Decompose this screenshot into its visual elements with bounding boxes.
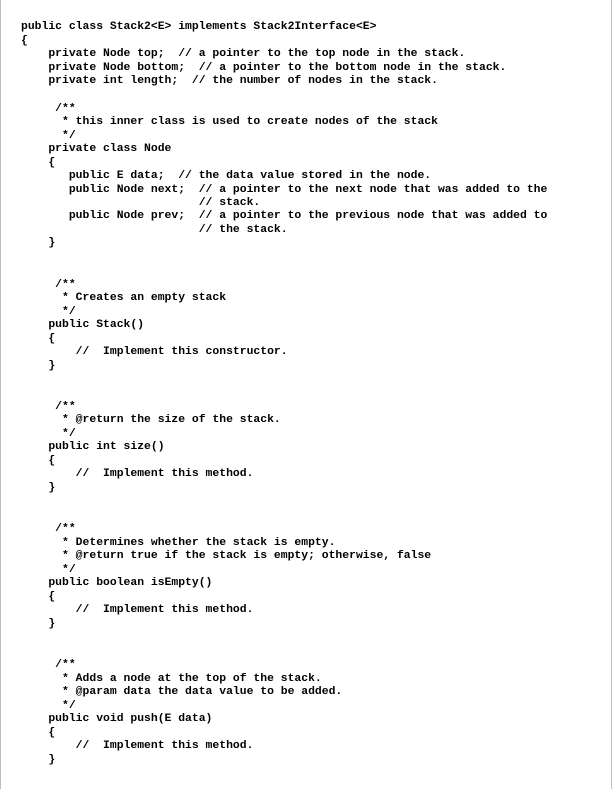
isempty-comment-close: */ — [21, 564, 76, 576]
constructor-open-brace: { — [21, 333, 56, 345]
push-body-comment: // Implement this method. — [21, 740, 254, 752]
class-open-brace: { — [21, 35, 28, 47]
field-bottom: private Node bottom; // a pointer to the bottom node in the stack. — [21, 62, 507, 74]
node-comment-text: * this inner class is used to create nodes of the stack — [21, 116, 438, 128]
field-top: private Node top; // a pointer to the top node in the stack. — [21, 48, 466, 60]
field-length: private int length; // the number of nodes in the stack. — [21, 75, 438, 87]
size-close-brace: } — [21, 482, 56, 494]
push-close-brace: } — [21, 754, 56, 766]
size-body-comment: // Implement this method. — [21, 468, 254, 480]
class-declaration: public class Stack2<E> implements Stack2Interface<E> — [21, 21, 377, 33]
size-comment-open: /** — [21, 401, 76, 413]
left-margin-rule — [0, 0, 1, 789]
push-comment-open: /** — [21, 659, 76, 671]
isempty-body-comment: // Implement this method. — [21, 604, 254, 616]
isempty-open-brace: { — [21, 591, 56, 603]
node-field-prev: public Node prev; // a pointer to the previous node that was added to — [21, 210, 548, 222]
node-field-next: public Node next; // a pointer to the next node that was added to the — [21, 184, 548, 196]
node-field-data: public E data; // the data value stored in the node. — [21, 170, 432, 182]
size-comment-text: * @return the size of the stack. — [21, 414, 281, 426]
push-comment-text: * Adds a node at the top of the stack. — [21, 673, 322, 685]
node-comment-close: */ — [21, 130, 76, 142]
node-close-brace: } — [21, 237, 56, 249]
node-class-declaration: private class Node — [21, 143, 172, 155]
size-signature: public int size() — [21, 441, 165, 453]
node-field-next-comment: // stack. — [21, 197, 261, 209]
constructor-comment-open: /** — [21, 279, 76, 291]
size-open-brace: { — [21, 455, 56, 467]
isempty-comment-return: * @return true if the stack is empty; otherwise, false — [21, 550, 432, 562]
constructor-close-brace: } — [21, 360, 56, 372]
push-comment-close: */ — [21, 700, 76, 712]
isempty-signature: public boolean isEmpty() — [21, 577, 213, 589]
isempty-close-brace: } — [21, 618, 56, 630]
push-open-brace: { — [21, 727, 56, 739]
isempty-comment-open: /** — [21, 523, 76, 535]
constructor-comment-text: * Creates an empty stack — [21, 292, 227, 304]
push-signature: public void push(E data) — [21, 713, 213, 725]
constructor-body-comment: // Implement this constructor. — [21, 346, 288, 358]
size-comment-close: */ — [21, 428, 76, 440]
isempty-comment-text: * Determines whether the stack is empty. — [21, 537, 336, 549]
constructor-signature: public Stack() — [21, 319, 145, 331]
push-comment-param: * @param data the data value to be added. — [21, 686, 343, 698]
node-field-prev-comment: // the stack. — [21, 224, 288, 236]
constructor-comment-close: */ — [21, 306, 76, 318]
node-open-brace: { — [21, 157, 56, 169]
node-comment-open: /** — [21, 103, 76, 115]
